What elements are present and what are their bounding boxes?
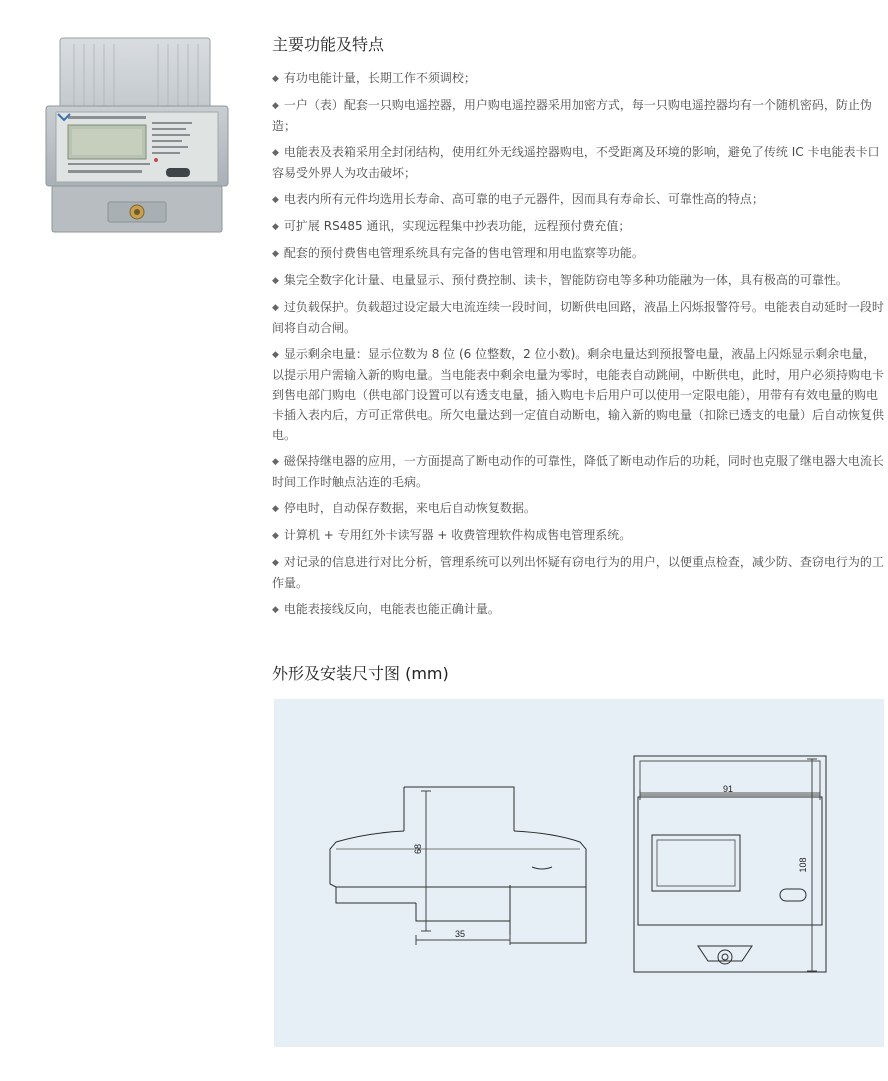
feature-item [272,525,884,546]
dimension-drawing [274,699,884,1047]
feature-item [272,189,884,210]
side-height-label: 68 [413,843,423,855]
feature-text: 显示剩余电量：显示位数为 8 位 (6 位整数，2 位小数)。剩余电量达到预报警电量，液晶上闪烁显示剩余电量，以提示用户需输入新的购电量。当电能表中剩余电量为零时，电能表自动跳闸，中断供电，此时，用户必须持购电卡到售电部门购电（供电部门设置可以有透支电量，插入购电卡后用户可以使用一定限电能），用带有有效电量的购电卡插入表内后，方可正常供电。所欠电量达到一定值自动断电，输入新的购电量（扣除已透支的电量）后自动恢复供电。 [272,347,885,442]
features-title: 主要功能及特点 [272,35,385,54]
feature-text: 对记录的信息进行对比分析，管理系统可以列出怀疑有窃电行为的用户，以便重点检查，减少防、查窃电行为的工作量。 [272,555,884,590]
bullet-icon: ◆ [272,222,279,232]
feature-text: 可扩展 RS485 通讯，实现远程集中抄表功能，远程预付费充值； [283,219,631,233]
bullet-icon: ◆ [272,504,279,514]
feature-item [272,216,884,237]
product-photo [38,30,248,240]
feature-item [272,552,884,593]
feature-item [272,451,884,492]
bullet-icon: ◆ [272,457,279,467]
bullet-icon: ◆ [272,74,279,84]
bullet-icon: ◆ [272,249,279,259]
feature-text: 有功电能计量，长期工作不须调校； [283,71,476,85]
side-depth-label: 35 [454,929,466,939]
bullet-icon: ◆ [272,195,279,205]
feature-item [272,599,884,620]
side-view-drawing [330,787,586,945]
feature-item [272,68,884,89]
dimensions-title: 外形及安装尺寸图 (mm) [272,664,449,683]
front-width-label: 91 [722,784,734,794]
bullet-icon: ◆ [272,148,279,158]
feature-item [272,498,884,519]
feature-text: 集完全数字化计量、电量显示、预付费控制、读卡，智能防窃电等多种功能融为一体，具有极高的可靠性。 [283,273,848,287]
features-list [272,68,884,626]
bullet-icon: ◆ [272,558,279,568]
feature-item [272,270,884,291]
feature-item [272,344,884,445]
feature-text: 配套的预付费售电管理系统具有完备的售电管理和用电监察等功能。 [283,246,644,260]
feature-text: 过负载保护。负载超过设定最大电流连续一段时间，切断供电回路，液晶上闪烁报警符号。电能表自动延时一段时间将自动合闸。 [272,300,884,335]
feature-text: 计算机 + 专用红外卡读写器 + 收费管理软件构成售电管理系统。 [283,528,632,542]
dimension-diagram-panel [274,699,884,1047]
feature-text: 电能表接线反向，电能表也能正确计量。 [283,602,500,616]
feature-text: 电表内所有元件均选用长寿命、高可靠的电子元器件，因而具有寿命长、可靠性高的特点； [283,192,764,206]
feature-item [272,142,884,183]
feature-text: 一户（表）配套一只购电遥控器，用户购电遥控器采用加密方式，每一只购电遥控器均有一个随机密码，防止伪造； [272,98,872,133]
bullet-icon: ◆ [272,276,279,286]
feature-text: 磁保持继电器的应用，一方面提高了断电动作的可靠性，降低了断电动作后的功耗，同时也克服了继电器大电流长时间工作时触点沾连的毛病。 [272,454,884,489]
feature-item [272,297,884,338]
feature-text: 停电时，自动保存数据，来电后自动恢复数据。 [283,501,536,515]
bullet-icon: ◆ [272,303,279,313]
bullet-icon: ◆ [272,605,279,615]
bullet-icon: ◆ [272,350,279,360]
feature-item [272,95,884,136]
feature-text: 电能表及表箱采用全封闭结构，使用红外无线遥控器购电，不受距离及环境的影响，避免了传统 IC 卡电能表卡口容易受外界人为攻击破坏； [272,145,880,180]
bullet-icon: ◆ [272,101,279,111]
bullet-icon: ◆ [272,531,279,541]
front-height-label: 108 [798,857,808,873]
feature-item [272,243,884,264]
